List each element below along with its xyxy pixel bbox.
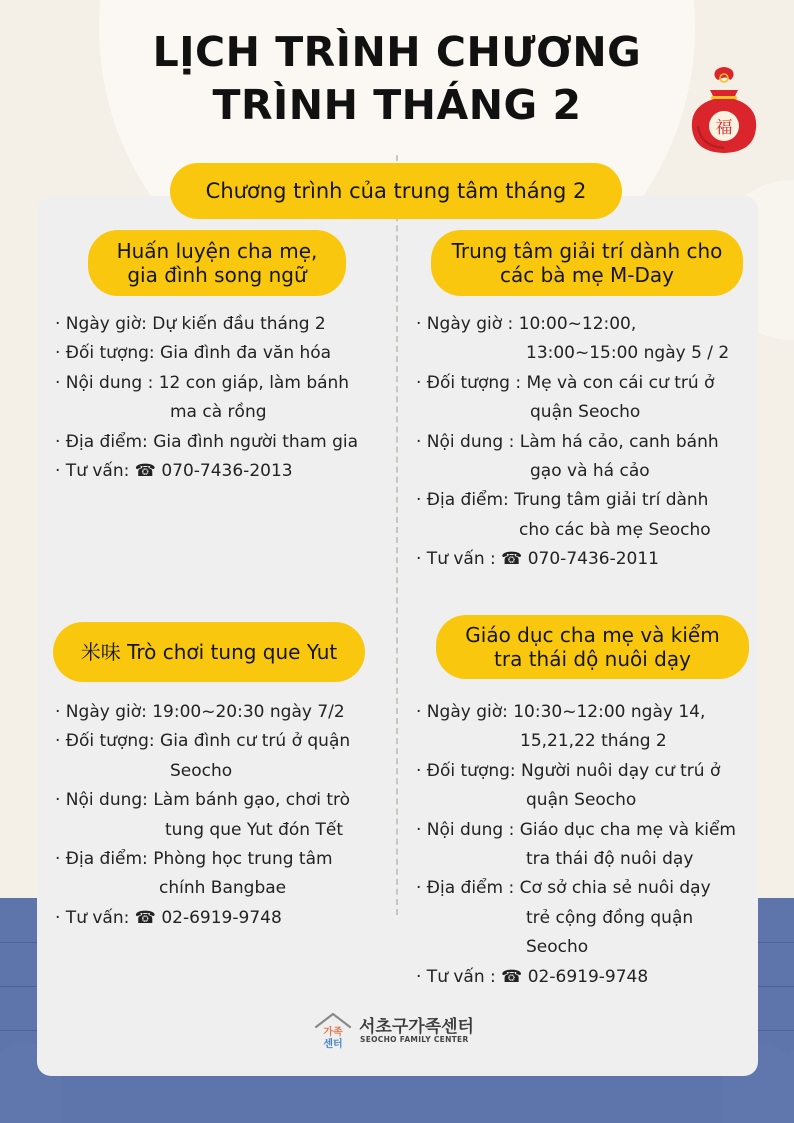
program4-info <box>416 698 736 992</box>
program1-line: ma cà rồng <box>170 402 267 423</box>
seocho-family-center-logo <box>313 1010 483 1050</box>
program1-title-pill <box>88 230 346 296</box>
header-pill-label: Chương trình của trung tâm tháng 2 <box>205 179 587 203</box>
family-center-logo-icon <box>313 1010 353 1050</box>
program2-title-line2: các bà mẹ M-Day <box>499 263 675 287</box>
column-divider <box>396 155 398 915</box>
program4-line: trẻ cộng đồng quận <box>526 907 694 928</box>
program4-line: · Địa điểm : Cơ sở chia sẻ nuôi dạy <box>416 878 711 899</box>
program2-line: · Ngày giờ : 10:00~12:00, <box>416 314 637 334</box>
page-title-line2: TRÌNH THÁNG 2 <box>212 81 582 129</box>
program2-line: · Nội dung : Làm há cảo, canh bánh <box>416 431 719 452</box>
program1-line: · Địa điểm: Gia đình người tham gia <box>55 431 358 452</box>
page-title-line1: LỊCH TRÌNH CHƯƠNG <box>152 28 642 76</box>
program2-line: · Tư vấn : ☎ 070-7436-2011 <box>416 549 659 570</box>
program2-line: gạo và há cảo <box>530 461 650 482</box>
program3-title: 米味 Trò chơi tung que Yut <box>80 640 338 664</box>
program2-title-line1: Trung tâm giải trí dành cho <box>451 239 723 263</box>
program4-line: Seocho <box>526 937 589 958</box>
program1-title-line1: Huấn luyện cha mẹ, <box>116 239 318 263</box>
program4-line: 15,21,22 tháng 2 <box>520 731 667 752</box>
program3-line: · Địa điểm: Phòng học trung tâm <box>55 849 333 870</box>
program3-line: tung que Yut đón Tết <box>165 819 343 840</box>
bag-glyph: 福 <box>715 118 733 138</box>
program4-line: tra thái độ nuôi dạy <box>526 849 694 870</box>
program3-line: · Tư vấn: ☎ 02-6919-9748 <box>55 907 282 928</box>
logo-mark-bottom: 센터 <box>323 1039 343 1050</box>
logo-name-en: SEOCHO FAMILY CENTER <box>360 1035 469 1044</box>
program3-info <box>55 698 350 933</box>
program2-line: · Địa điểm: Trung tâm giải trí dành <box>416 490 709 511</box>
program1-title-line2: gia đình song ngữ <box>127 263 307 287</box>
program2-line: quận Seocho <box>530 402 641 423</box>
program1-line: · Nội dung : 12 con giáp, làm bánh <box>55 372 350 393</box>
program3-line: chính Bangbae <box>159 878 287 899</box>
program2-title-pill <box>431 230 743 296</box>
program3-line: · Đối tượng: Gia đình cư trú ở quận <box>55 731 351 752</box>
program2-line: cho các bà mẹ Seocho <box>519 519 711 540</box>
program3-line: · Nội dung: Làm bánh gạo, chơi trò <box>55 790 351 811</box>
lucky-bag-icon <box>688 66 760 158</box>
program4-line: quận Seocho <box>526 790 637 811</box>
logo-name-kr: 서초구가족센터 <box>359 1017 474 1037</box>
program4-line: · Tư vấn : ☎ 02-6919-9748 <box>416 966 649 987</box>
program4-line: · Nội dung : Giáo dục cha mẹ và kiểm <box>416 819 736 840</box>
logo-mark-top: 가족 <box>323 1027 343 1038</box>
program1-line: · Đối tượng: Gia đình đa văn hóa <box>55 343 332 364</box>
page-title <box>0 26 794 132</box>
program3-line: Seocho <box>170 760 233 781</box>
program4-title-line1: Giáo dục cha mẹ và kiểm <box>465 623 720 647</box>
program4-line: · Đối tượng: Người nuôi dạy cư trú ở <box>416 760 721 781</box>
program4-title-line2: tra thái dộ nuôi dạy <box>494 647 691 671</box>
program1-line: · Tư vấn: ☎ 070-7436-2013 <box>55 461 293 482</box>
program2-line: · Đối tượng : Mẹ và con cái cư trú ở <box>416 372 715 393</box>
program3-title-pill <box>53 622 365 682</box>
program4-line: · Ngày giờ: 10:30~12:00 ngày 14, <box>416 702 706 722</box>
program2-info <box>416 310 729 575</box>
header-pill <box>170 163 622 219</box>
program1-info <box>55 310 358 486</box>
program2-line: 13:00~15:00 ngày 5 / 2 <box>526 343 730 364</box>
program1-line: · Ngày giờ: Dự kiến đầu tháng 2 <box>55 314 326 334</box>
program4-title-pill <box>436 615 749 679</box>
program3-line: · Ngày giờ: 19:00~20:30 ngày 7/2 <box>55 702 345 722</box>
